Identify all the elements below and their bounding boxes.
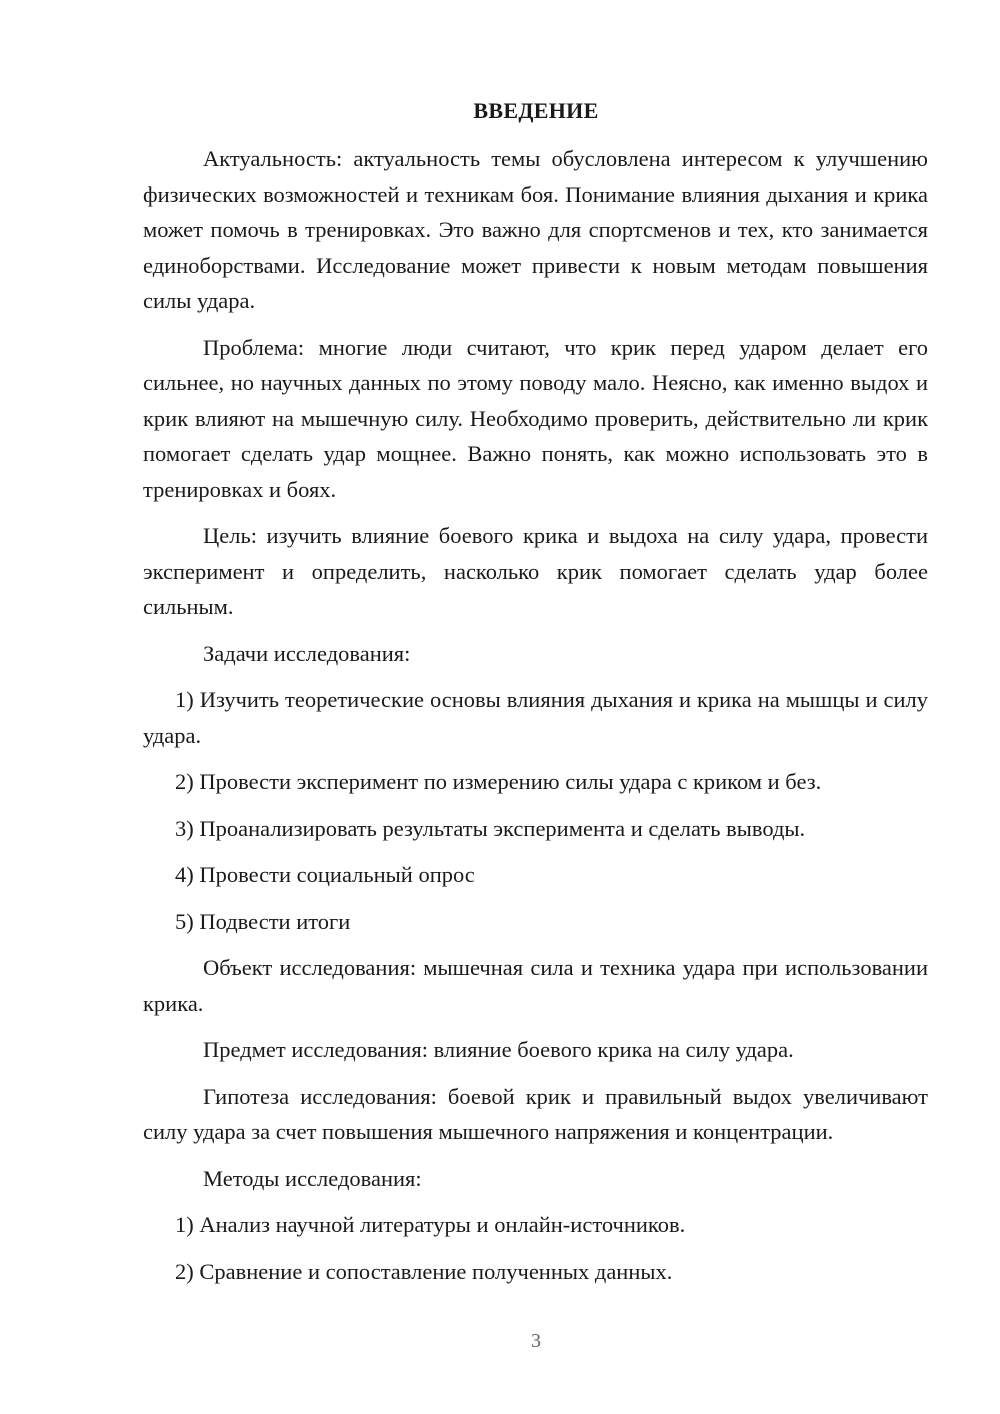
hypothesis-paragraph: Гипотеза исследования: боевой крик и правильный выдох увеличивают силу удара за счет повышения мышечного напряжения и концентрации.: [143, 1083, 928, 1144]
task-item: 5) Подвести итоги: [175, 908, 351, 934]
document-body: [143, 141, 928, 1289]
subject-paragraph: Предмет исследования: влияние боевого крика на силу удара.: [203, 1037, 794, 1062]
object-paragraph: Объект исследования: мышечная сила и техника удара при использовании крика.: [143, 955, 928, 1016]
page-number: 3: [531, 1330, 541, 1352]
task-item: 4) Провести социальный опрос: [175, 862, 475, 887]
tasks-heading: Задачи исследования:: [203, 640, 411, 666]
task-item: 2) Провести эксперимент по измерению силы удара с криком и без.: [175, 769, 822, 794]
goal-paragraph: Цель: изучить влияние боевого крика и выдоха на силу удара, провести эксперимент и определить, насколько крик помогает сделать удар более сильным.: [143, 523, 928, 619]
relevance-paragraph: Актуальность: актуальность темы обусловлена интересом к улучшению физических возможностей и техникам боя. Понимание влияния дыхания и крика может помочь в тренировках. Это важно для спортсменов и тех, кто занимается единоборствами. Исследование может привести к новым методам повышения силы удара.: [143, 146, 928, 313]
section-title: ВВЕДЕНИЕ: [473, 98, 599, 123]
method-item: 1) Анализ научной литературы и онлайн-источников.: [175, 1212, 686, 1237]
method-item: 2) Сравнение и сопоставление полученных данных.: [175, 1258, 673, 1284]
task-item: 3) Проанализировать результаты эксперимента и сделать выводы.: [175, 815, 806, 841]
methods-heading: Методы исследования:: [203, 1165, 422, 1191]
task-item: 1) Изучить теоретические основы влияния дыхания и крика на мышцы и силу удара.: [143, 687, 928, 748]
problem-paragraph: Проблема: многие люди считают, что крик перед ударом делает его сильнее, но научных данных по этому поводу мало. Неясно, как именно выдох и крик влияют на мышечную силу. Необходимо проверить, действительно ли крик помогает сделать удар мощнее. Важно понять, как можно использовать это в тренировках и боях.: [143, 334, 928, 502]
